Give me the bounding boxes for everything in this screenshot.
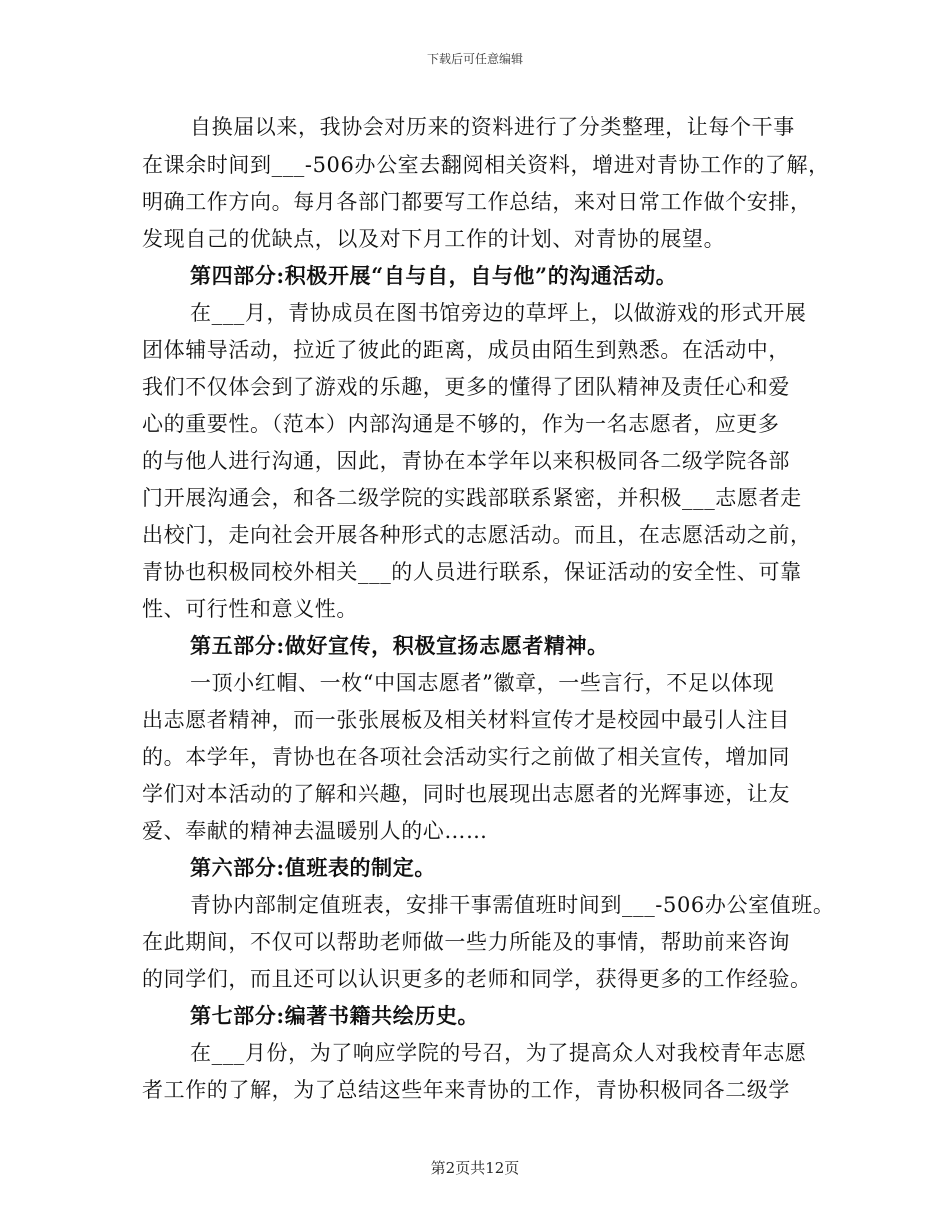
body-line: 一顶小红帽、一枚“中国志愿者”徽章，一些言行，不足以体现 xyxy=(190,671,775,695)
body-line: 者工作的了解，为了总结这些年来青协的工作，青协积极同各二级学 xyxy=(142,1078,790,1102)
body-line: 在课余时间到___-506办公室去翻阅相关资料，增进对青协工作的了解， xyxy=(142,153,830,177)
body-line: 明确工作方向。每月各部门都要写工作总结，来对日常工作做个安排， xyxy=(142,190,812,214)
body-line: 出志愿者精神，而一张张展板及相关材料宣传才是校园中最引人注目 xyxy=(142,708,790,732)
body-line: 的同学们，而且还可以认识更多的老师和同学，获得更多的工作经验。 xyxy=(142,967,812,991)
section-heading-5: 第五部分:做好宣传，积极宣扬志愿者精神。 xyxy=(190,633,609,658)
page-number-footer: 第2页共12页 xyxy=(430,1159,520,1177)
body-line: 性、可行性和意义性。 xyxy=(142,597,358,621)
body-line: 青协内部制定值班表，安排干事需值班时间到___-506办公室值班。 xyxy=(190,893,835,917)
body-line: 学们对本活动的了解和兴趣，同时也展现出志愿者的光辉事迹，让友 xyxy=(142,782,790,806)
body-line: 的与他人进行沟通，因此，青协在本学年以来积极同各二级学院各部 xyxy=(142,449,790,473)
page-header-note: 下载后可任意编辑 xyxy=(426,52,523,66)
body-line: 我们不仅体会到了游戏的乐趣，更多的懂得了团队精神及责任心和爱 xyxy=(142,375,790,399)
body-line: 在___月份，为了响应学院的号召，为了提高众人对我校青年志愿 xyxy=(190,1041,807,1065)
body-line: 青协也积极同校外相关___的人员进行联系，保证活动的安全性、可靠 xyxy=(142,560,802,584)
section-heading-7: 第七部分:编著书籍共绘历史。 xyxy=(190,1003,480,1028)
body-line: 在___月，青协成员在图书馆旁边的草坪上，以做游戏的形式开展 xyxy=(190,301,807,325)
body-line: 发现自己的优缺点，以及对下月工作的计划、对青协的展望。 xyxy=(142,227,726,251)
body-line: 爱、奉献的精神去温暖别人的心…… xyxy=(142,819,488,843)
body-line: 的。本学年，青协也在各项社会活动实行之前做了相关宣传，增加同 xyxy=(142,745,790,769)
section-heading-4: 第四部分:积极开展“自与自，自与他”的沟通活动。 xyxy=(190,263,678,288)
body-line: 团体辅导活动，拉近了彼此的距离，成员由陌生到熟悉。在活动中， xyxy=(142,338,790,362)
body-line: 在此期间，不仅可以帮助老师做一些力所能及的事情，帮助前来咨询 xyxy=(142,930,790,954)
body-line: 心的重要性。（范本）内部沟通是不够的，作为一名志愿者，应更多 xyxy=(142,412,780,436)
body-line: 门开展沟通会，和各二级学院的实践部联系紧密，并积极___志愿者走 xyxy=(142,486,802,510)
body-line: 自换届以来，我协会对历来的资料进行了分类整理，让每个干事 xyxy=(190,115,795,139)
body-line: 出校门，走向社会开展各种形式的志愿活动。而且，在志愿活动之前， xyxy=(142,523,812,547)
section-heading-6: 第六部分:值班表的制定。 xyxy=(190,855,436,880)
